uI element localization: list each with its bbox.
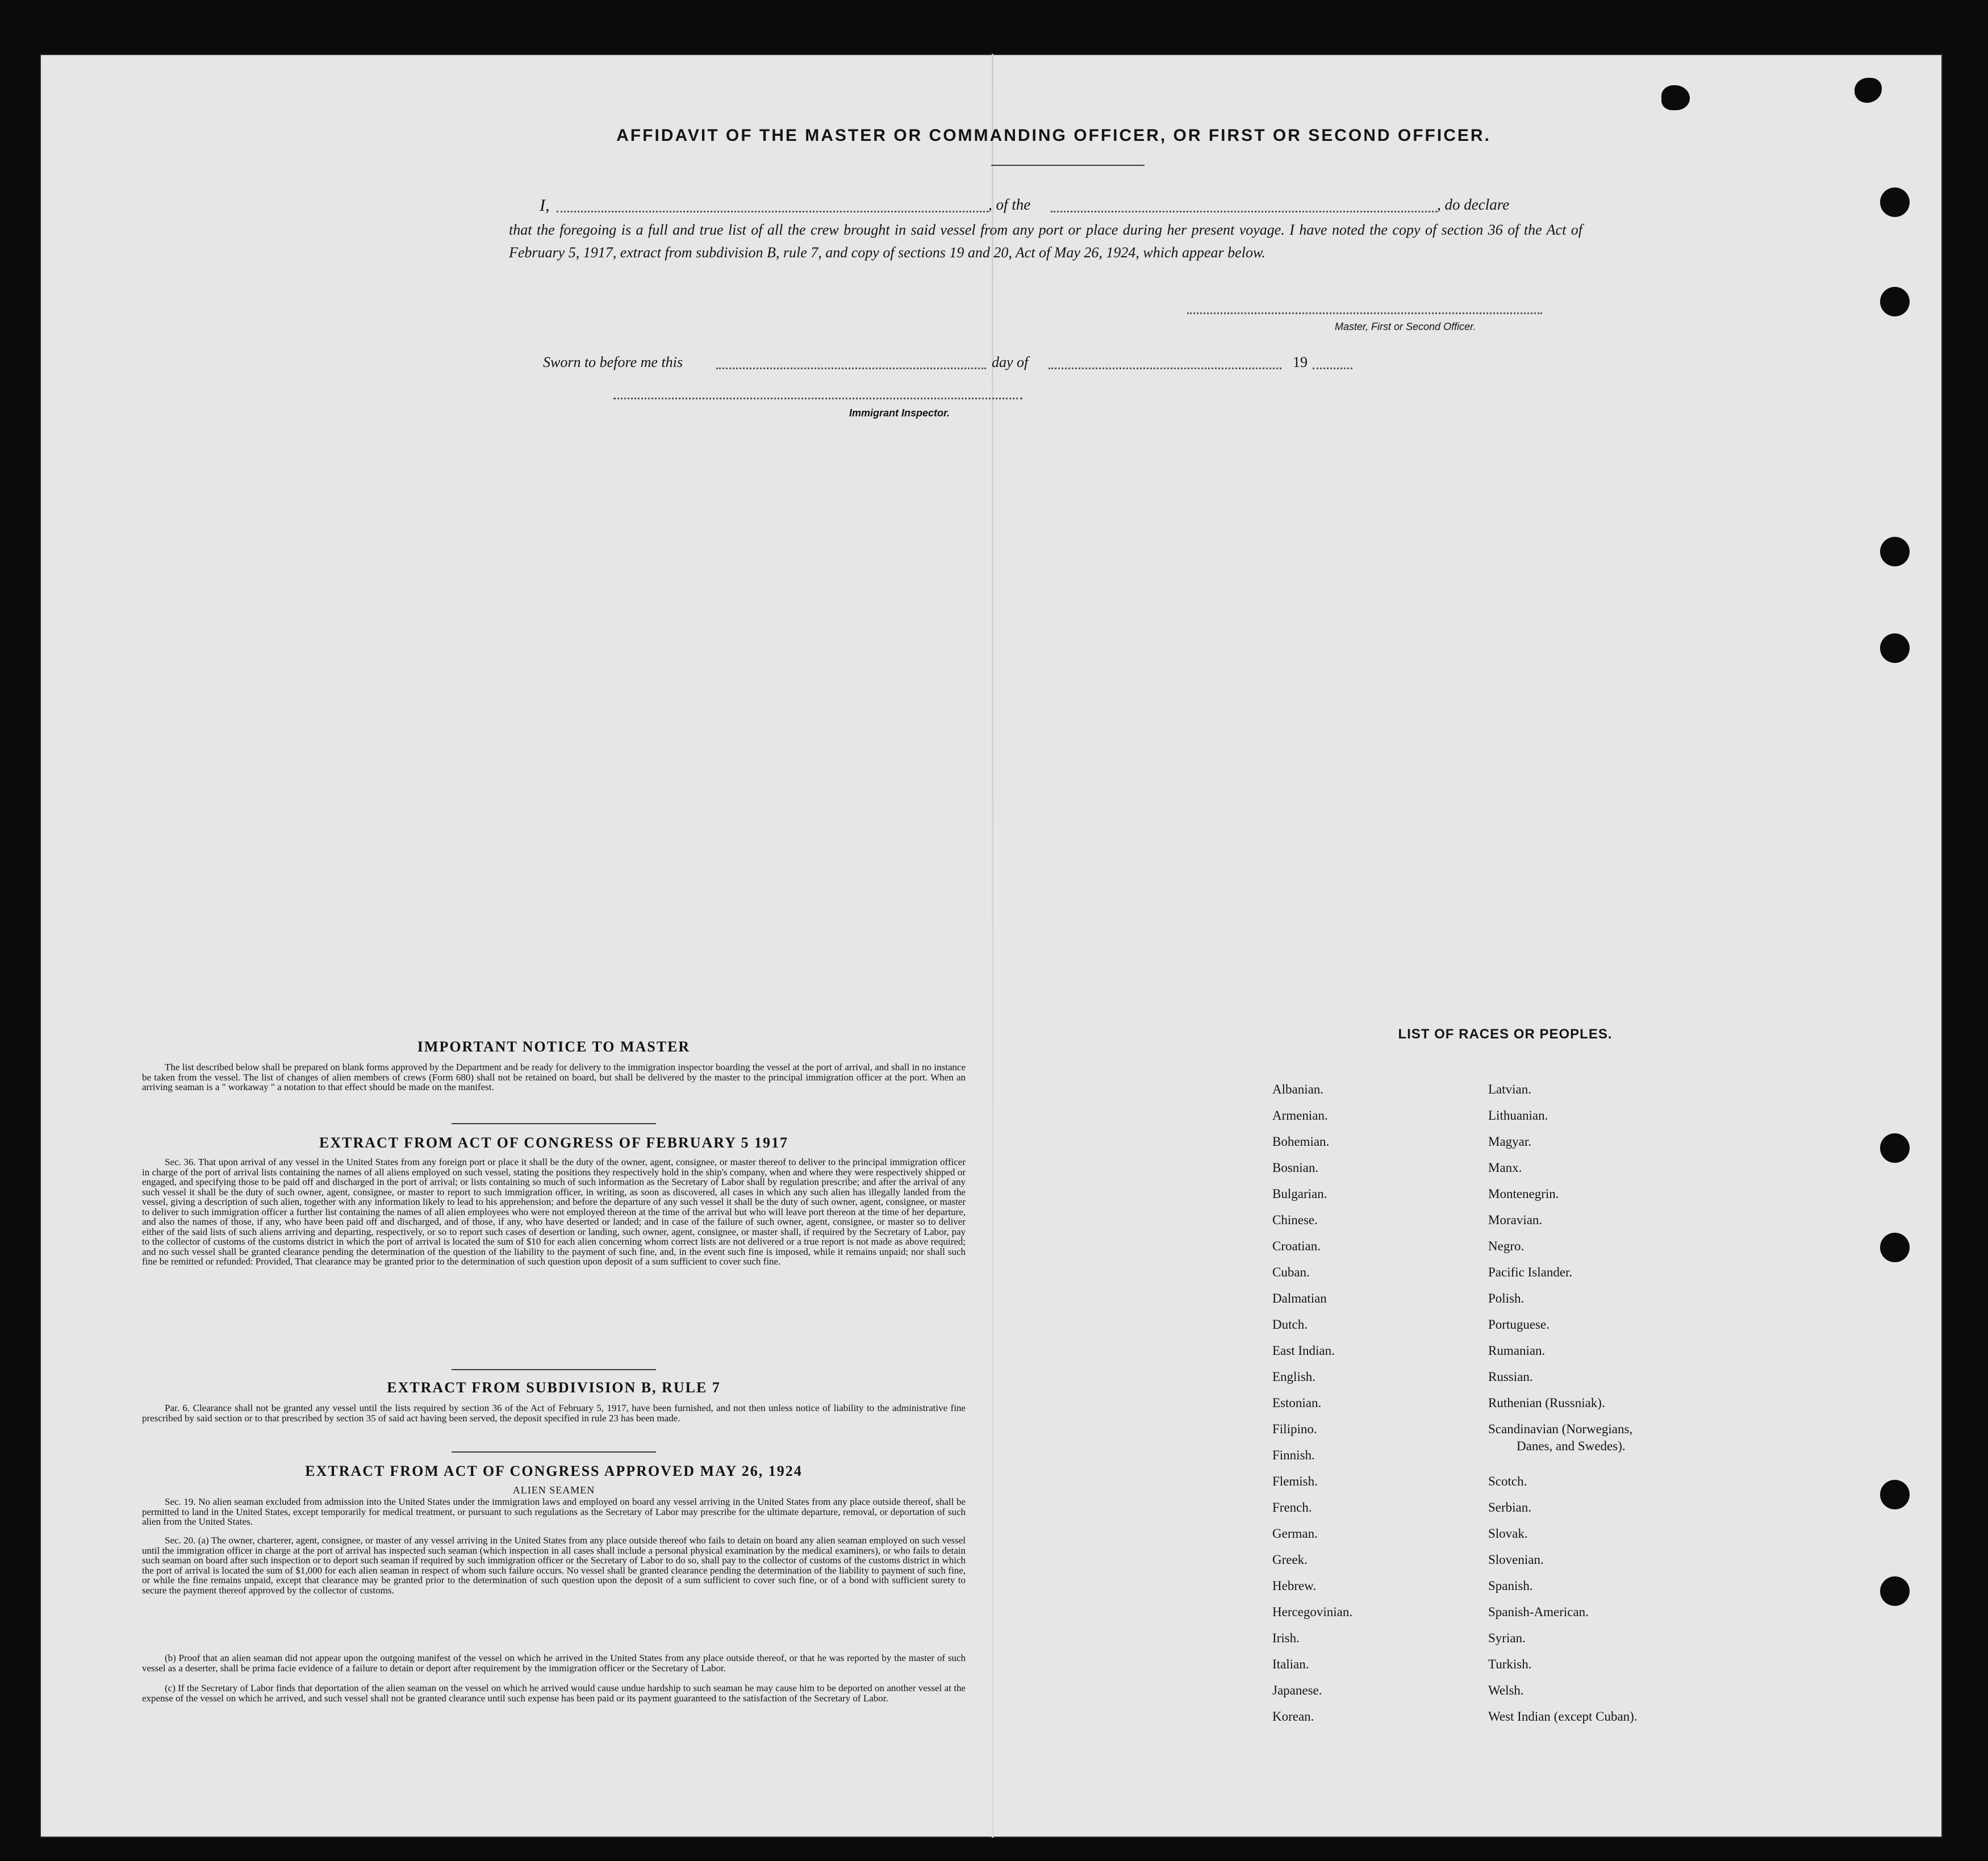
race-item: Danes, and Swedes). [1517,1439,1626,1453]
inspector-signature-label: Immigrant Inspector. [849,407,950,419]
extract-1917-text: Sec. 36. That upon arrival of any vessel in the United States from any foreign port or place it shall be the duty of the owner, agent, consignee, or master thereof to deliver to the principal immigration officer in charge of the port of arrival lists containing the names of all aliens employed on such vessel, stating the positions they respectively hold in the ship's company, when and where they were respectively shipped or engaged, and specifying those to be paid off and discharged in the port of arrival; or lists containing so much of such information as the Secretary of Labor shall by regulation prescribe; and after the arrival of any such vessel it shall be the duty of such owner, agent, consignee, or master to report to such immigration officer, in writing, as soon as discovered, all cases in which any such alien has illegally landed from the vessel, giving a description of such alien, together with any information likely to lead to his apprehension; and before the departure of any such vessel it shall be the duty of such owner, agent, consignee, or master to deliver to such immigration officer a further list containing the names of all alien employees who were not employed thereon at the time of the arrival but who will leave port thereon at the time of her departure, and also the names of those, if any, who have been paid off and discharged, and of those, if any, who have deserted or landed; and in case of the failure of such owner, agent, consignee, or master so to deliver either of the said lists of such aliens arriving and departing, respectively, or so to report such cases of desertion or landing, such owner, agent, consignee, or master shall, if required by the Secretary of Labor, pay to the collector of customs of the customs district in which the port of arrival is located the sum of $10 for each alien concerning whom correct lists are not delivered or a true report is not made as above required; and no such vessel shall be granted clearance pending the determination of the question of the liability to the payment of such fine, and, in the event such fine is imposed, while it remains unpaid; nor shall such fine be remitted or refunded: Provided, That clearance may be granted prior to the determination of such question upon deposit of a sum sufficient to cover such fine. [142,1157,966,1267]
race-item: Slovenian. [1488,1553,1544,1567]
race-item: Pacific Islander. [1488,1265,1573,1279]
race-item: Spanish-American. [1488,1605,1589,1619]
races-title: LIST OF RACES OR PEOPLES. [1398,1027,1613,1042]
race-item: Rumanian. [1488,1343,1546,1358]
notice-title: IMPORTANT NOTICE TO MASTER [417,1038,691,1055]
race-item: Chinese. [1272,1213,1318,1227]
race-item: Magyar. [1488,1134,1532,1149]
month-blank [1049,368,1281,369]
race-item: Irish. [1272,1631,1300,1645]
vessel-blank-line [1051,211,1437,212]
punch-hole [1880,287,1910,316]
race-item: Japanese. [1272,1683,1322,1697]
race-item: Hebrew. [1272,1579,1317,1593]
race-item: Scotch. [1488,1474,1527,1488]
race-item: Armenian. [1272,1108,1328,1123]
race-item: Montenegrin. [1488,1187,1559,1201]
race-item: Greek. [1272,1553,1308,1567]
punch-hole [1880,537,1910,566]
race-item: Filipino. [1272,1422,1317,1436]
race-item: Italian. [1272,1657,1309,1671]
race-item: English. [1272,1370,1316,1384]
sworn-line [543,354,1395,377]
affidavit-first-line [540,196,1590,219]
race-item: Portuguese. [1488,1317,1550,1332]
race-item: Lithuanian. [1488,1108,1548,1123]
race-item: German. [1272,1526,1318,1541]
affidavit-title: AFFIDAVIT OF THE MASTER OR COMMANDING OFFICER, OR FIRST OR SECOND OFFICER. [616,126,1491,145]
title-underline [991,165,1145,166]
ink-blot [1855,78,1882,103]
race-item: Syrian. [1488,1631,1526,1645]
punch-hole [1880,1480,1910,1509]
section-divider [452,1451,656,1453]
race-item: Estonian. [1272,1396,1322,1410]
race-item: Bosnian. [1272,1161,1319,1175]
race-item: Albanian. [1272,1082,1324,1096]
notice-text: The list described below shall be prepared on blank forms approved by the Department and be ready for delivery to the immigration inspector boarding the vessel at the port of arrival, and shall in no instance be taken from the vessel. The list of changes of alien members of crews (Form 680) shall not be retained on board, but shall be delivered by the master to the principal immigration officer at the port. When an arriving seaman is a " workaway " a notation to that effect should be made on the manifest. [142,1062,966,1092]
race-item: Hercegovinian. [1272,1605,1353,1619]
extract-1924-sec20c: (c) If the Secretary of Labor finds that deportation of the alien seaman on the vessel on which he arrived would cause undue hardship to such seaman he may cause him to be deported on another vessel at the expense of the vessel on which he arrived, and such vessel shall not be granted clearance until such expense has been paid or its payment guaranteed to the satisfaction of the Secretary of Labor. [142,1683,966,1704]
section-divider [452,1123,656,1124]
master-signature-line [1187,312,1542,314]
name-blank-line [557,211,988,212]
sworn-date-blank [716,368,986,369]
race-item: French. [1272,1500,1312,1514]
year-prefix: 19 [1293,354,1308,370]
race-item: Latvian. [1488,1082,1531,1096]
punch-hole [1880,187,1910,217]
extract-rule7-text: Par. 6. Clearance shall not be granted any vessel until the lists required by section 36 of the Act of February 5, 1917, have been furnished, and not then unless notice of liability to the administrative fine prescribed by said section or to that prescribed by section 35 of said act having been served, the deposit specified in rule 23 has been made. [142,1403,966,1424]
section-divider [452,1369,656,1370]
race-item: Moravian. [1488,1213,1543,1227]
race-item: Bulgarian. [1272,1187,1327,1201]
race-item: Flemish. [1272,1474,1318,1488]
race-item: Manx. [1488,1161,1522,1175]
races-right-column [1488,1081,1638,1734]
do-declare-label: , do declare [1437,196,1510,213]
race-item: Finnish. [1272,1448,1315,1462]
extract-1924-title: EXTRACT FROM ACT OF CONGRESS APPROVED MAY 26, 1924 [305,1463,803,1479]
race-item: Welsh. [1488,1683,1524,1697]
master-signature-label: Master, First or Second Officer. [1335,321,1476,332]
race-item: Korean. [1272,1709,1314,1724]
document-page [40,54,1943,1838]
race-item: Scandinavian (Norwegians, [1488,1422,1633,1436]
race-item: Negro. [1488,1239,1525,1253]
of-the-label: , of the [988,196,1031,213]
race-item: Dalmatian [1272,1291,1327,1305]
extract-rule7-title: EXTRACT FROM SUBDIVISION B, RULE 7 [387,1379,721,1396]
sworn-label: Sworn to before me this [543,354,683,370]
race-item: Russian. [1488,1370,1533,1384]
punch-hole [1880,633,1910,663]
center-fold [992,54,993,1838]
race-item: Slovak. [1488,1526,1528,1541]
races-left-column [1272,1081,1352,1734]
punch-hole [1880,1133,1910,1163]
punch-hole [1880,1576,1910,1606]
race-item: Dutch. [1272,1317,1308,1332]
race-item: Polish. [1488,1291,1525,1305]
extract-1924-sec20b: (b) Proof that an alien seaman did not appear upon the outgoing manifest of the vessel on which he arrived in the United States from any place outside thereof, or that he was reported by the master of such vessel as a deserter, shall be prima facie evidence of a failure to detain or deport after requirement by the immigration officer or the Secretary of Labor. [142,1653,966,1674]
extract-1924-subtitle: ALIEN SEAMEN [512,1484,595,1496]
race-item: Cuban. [1272,1265,1310,1279]
ink-blot [1661,85,1690,110]
race-item: Turkish. [1488,1657,1532,1671]
race-item: Croatian. [1272,1239,1321,1253]
race-item: Spanish. [1488,1579,1533,1593]
extract-1924-sec20a: Sec. 20. (a) The owner, charterer, agent, consignee, or master of any vessel arriving in the United States from any place outside thereof who fails to detain on board any alien seaman employed on such vessel until the immigration officer in charge at the port of arrival has inspected such seaman (which inspection in all cases shall include a personal physical examination by the medical examiners), or who fails to detain such seaman on board after such inspection or to deport such seaman if required by such immigration officer or the Secretary of Labor to do so, shall pay to the collector of customs of the customs district in which the port of arrival is located the sum of $1,000 for each alien seaman in respect of whom such failure occurs. No vessel shall be granted clearance pending the determination of the liability to payment of such fine, or while the fine remains unpaid, except that clearance may be granted prior to the determination of such question upon the deposit of a sum sufficient to cover such fine, or of a bond with sufficient surety to secure the payment thereof approved by the collector of customs. [142,1535,966,1596]
race-item: Ruthenian (Russniak). [1488,1396,1605,1410]
extract-1917-title: EXTRACT FROM ACT OF CONGRESS OF FEBRUARY 5 1917 [319,1134,788,1151]
race-item: Bohemian. [1272,1134,1330,1149]
punch-hole [1880,1233,1910,1262]
day-of-label: day of [992,354,1029,370]
extract-1924-sec19: Sec. 19. No alien seaman excluded from admission into the United States under the immigration laws and employed on board any vessel arriving in the United States from any place outside thereof, shall be permitted to land in the United States, except temporarily for medical treatment, or pursuant to such regulations as the Secretary of Labor may prescribe for the ultimate departure, removal, or deportation of such alien from the United States. [142,1496,966,1527]
race-item: Serbian. [1488,1500,1532,1514]
year-blank [1313,368,1352,369]
race-item: West Indian (except Cuban). [1488,1709,1638,1724]
race-item: East Indian. [1272,1343,1335,1358]
inspector-signature-line [613,398,1022,399]
affidavit-body: that the foregoing is a full and true list of all the crew brought in said vessel from any port or place during her present voyage. I have noted the copy of section 36 of the Act of February 5, 1917, extract from subdivision B, rule 7, and copy of sections 19 and 20, Act of May 26, 1924, which appear below. [509,222,1582,261]
affidavit-i: I, [540,196,550,215]
